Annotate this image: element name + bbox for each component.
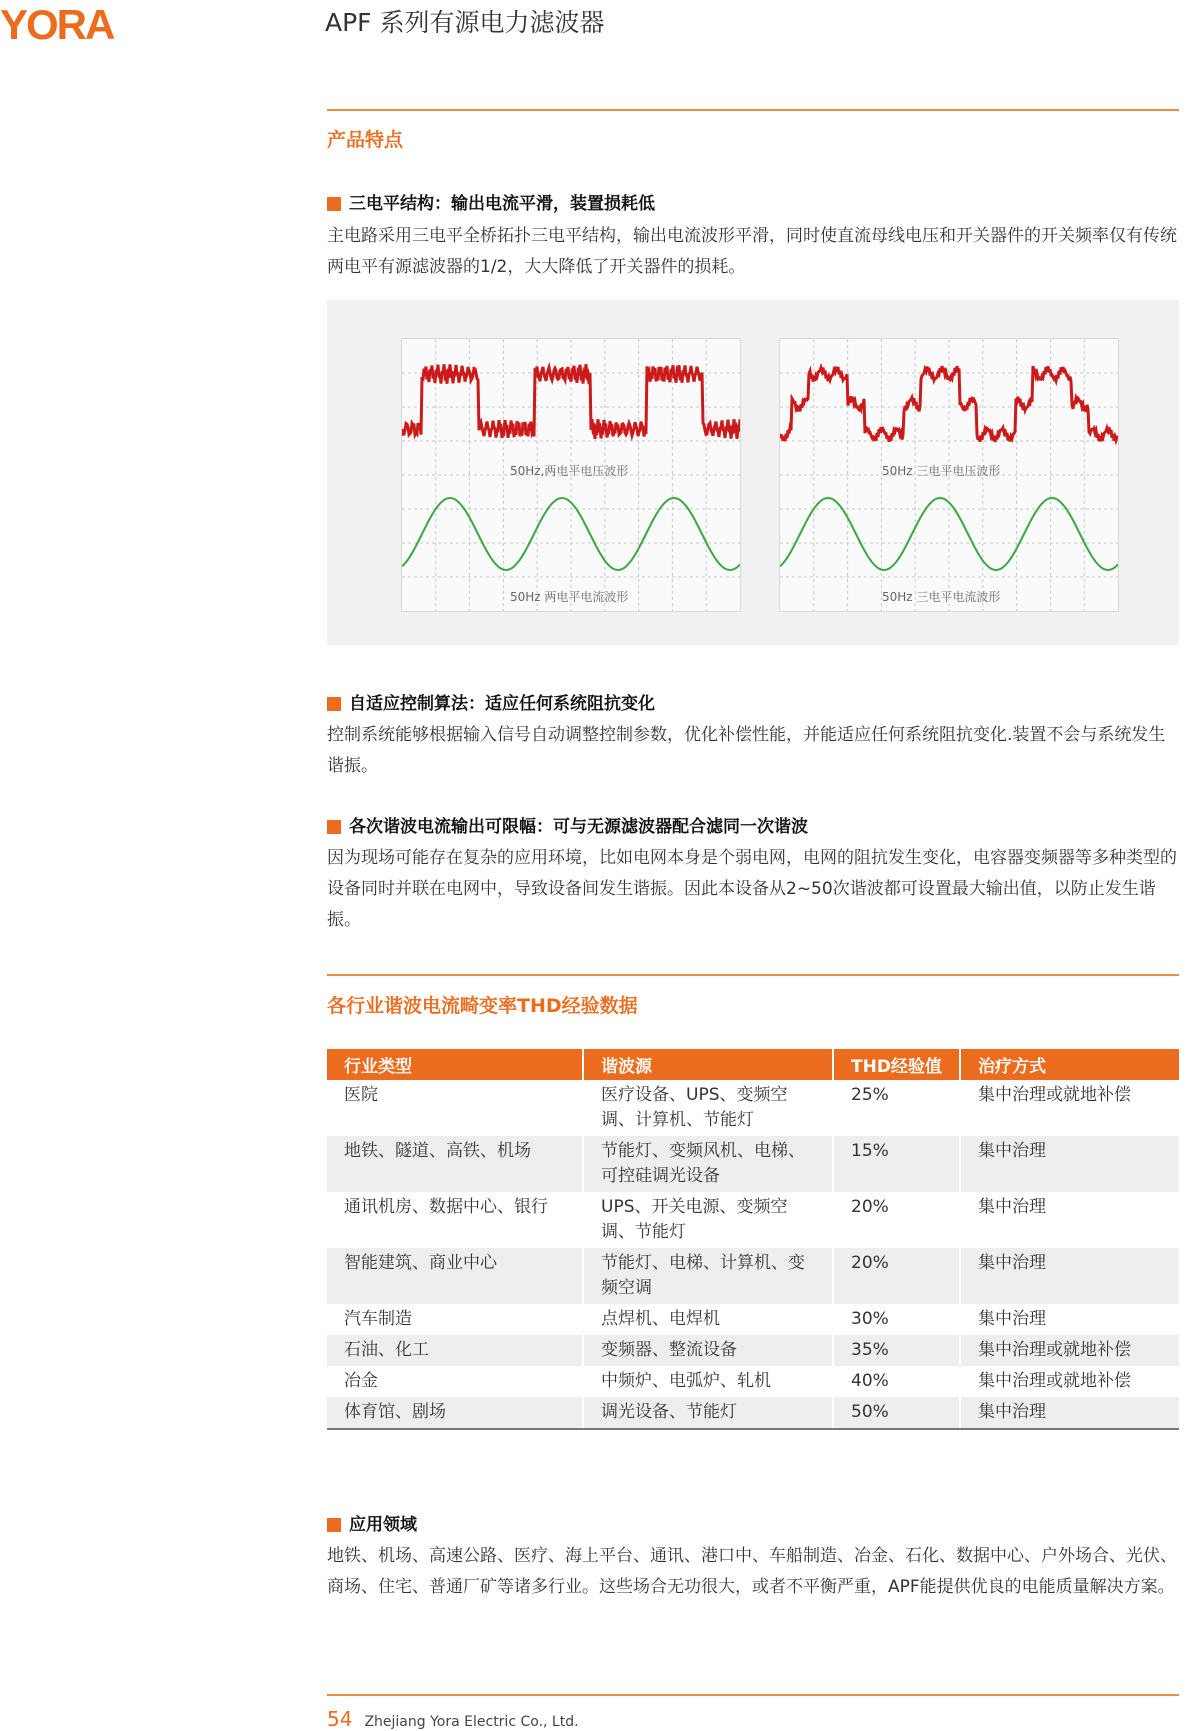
- cell-harmonic-source: 节能灯、电梯、计算机、变频空调: [583, 1248, 833, 1304]
- cell-thd-value: 35%: [833, 1335, 960, 1366]
- cell-industry: 石油、化工: [327, 1335, 583, 1366]
- cell-thd-value: 50%: [833, 1397, 960, 1429]
- feature-body-three-level: 主电路采用三电平全桥拓扑三电平结构，输出电流波形平滑，同时使直流母线电压和开关器件的开关频率仅有传统两电平有源滤波器的1/2，大大降低了开关器件的损耗。: [327, 226, 1177, 277]
- cell-industry: 体育馆、剧场: [327, 1397, 583, 1429]
- cell-harmonic-source: 节能灯、变频风机、电梯、可控硅调光设备: [583, 1136, 833, 1192]
- applications-title: 应用领域: [349, 1515, 417, 1535]
- orange-square-bullet: [327, 820, 341, 834]
- feature-heading-three-level: [327, 192, 655, 216]
- document-title: APF 系列有源电力滤波器: [325, 8, 605, 37]
- cell-industry: 通讯机房、数据中心、银行: [327, 1192, 583, 1248]
- cell-thd-value: 40%: [833, 1366, 960, 1397]
- cell-thd-value: 15%: [833, 1136, 960, 1192]
- table-row: [327, 1397, 1179, 1429]
- three-level-oscilloscope-panel: [779, 338, 1119, 612]
- company-name: Zhejiang Yora Electric Co., Ltd.: [364, 1714, 579, 1730]
- page-number: 54: [327, 1707, 353, 1731]
- applications-body: 地铁、机场、高速公路、医疗、海上平台、通讯、港口中、车船制造、冶金、石化、数据中心、户外场合、光伏、商场、住宅、普通厂矿等诸多行业。这些场合无功很大，或者不平衡严重，APF能提供优良的电能质量解决方案。: [327, 1546, 1177, 1597]
- cell-thd-value: 20%: [833, 1248, 960, 1304]
- two-level-voltage-label: 50Hz,两电平电压波形: [510, 464, 629, 478]
- three-level-current-label: 50Hz 三电平电流波形: [882, 590, 1001, 604]
- cell-treatment: 集中治理: [960, 1136, 1179, 1192]
- feature-title: 自适应控制算法：适应任何系统阻抗变化: [349, 694, 655, 714]
- table-row: [327, 1335, 1179, 1366]
- cell-industry: 冶金: [327, 1366, 583, 1397]
- features-section-title: 产品特点: [327, 129, 404, 151]
- orange-square-bullet: [327, 697, 341, 711]
- cell-thd-value: 25%: [833, 1080, 960, 1136]
- three-level-waveform-svg: [780, 339, 1118, 611]
- cell-industry: 智能建筑、商业中心: [327, 1248, 583, 1304]
- feature-body-adaptive: 控制系统能够根据输入信号自动调整控制参数，优化补偿性能，并能适应任何系统阻抗变化.装置不会与系统发生谐振。: [327, 725, 1166, 776]
- feature-heading-harmonic-limit: [327, 815, 808, 839]
- column-header-treatment: 治疗方式: [960, 1049, 1179, 1080]
- cell-harmonic-source: UPS、开关电源、变频空调、节能灯: [583, 1192, 833, 1248]
- cell-thd-value: 30%: [833, 1304, 960, 1335]
- orange-square-bullet: [327, 197, 341, 211]
- cell-thd-value: 20%: [833, 1192, 960, 1248]
- two-level-waveform-svg: [402, 339, 740, 611]
- cell-harmonic-source: 点焊机、电焊机: [583, 1304, 833, 1335]
- three-level-voltage-label: 50Hz 三电平电压波形: [882, 464, 1001, 478]
- table-row: [327, 1366, 1179, 1397]
- cell-harmonic-source: 调光设备、节能灯: [583, 1397, 833, 1429]
- cell-harmonic-source: 医疗设备、UPS、变频空调、计算机、节能灯: [583, 1080, 833, 1136]
- cell-treatment: 集中治理: [978, 1309, 1046, 1329]
- cell-industry: 医院: [327, 1080, 583, 1136]
- section-divider: [327, 974, 1179, 976]
- feature-heading-adaptive: [327, 692, 655, 716]
- thd-data-table: [327, 1049, 1179, 1430]
- thd-section-title: 各行业谐波电流畸变率THD经验数据: [327, 995, 638, 1017]
- table-row: [327, 1248, 1179, 1304]
- table-row: [327, 1080, 1179, 1136]
- cell-treatment: 集中治理: [978, 1197, 1046, 1217]
- table-row: [327, 1136, 1179, 1192]
- cell-industry: 地铁、隧道、高铁、机场: [327, 1136, 583, 1192]
- cell-treatment: 集中治理或就地补偿: [960, 1335, 1179, 1366]
- feature-body-harmonic-limit: 因为现场可能存在复杂的应用环境，比如电网本身是个弱电网，电网的阻抗发生变化，电容器变频器等多种类型的设备同时并联在电网中，导致设备间发生谐振。因此本设备从2~50次谐波都可设置最大输出值，以防止发生谐振。: [327, 848, 1177, 930]
- cell-treatment: 集中治理: [960, 1248, 1179, 1304]
- cell-industry: 汽车制造: [327, 1304, 583, 1335]
- table-row: [327, 1192, 1179, 1248]
- cell-harmonic-source: 中频炉、电弧炉、轧机: [583, 1366, 833, 1397]
- applications-heading: [327, 1513, 417, 1537]
- yora-logo: YORA: [0, 1, 114, 48]
- cell-treatment: 集中治理或就地补偿: [978, 1371, 1131, 1391]
- column-header-thd-value: THD经验值: [833, 1049, 960, 1080]
- cell-treatment: 集中治理或就地补偿: [978, 1085, 1131, 1105]
- column-header-industry: 行业类型: [327, 1049, 583, 1080]
- waveform-comparison-figure: [327, 300, 1179, 645]
- cell-harmonic-source: 变频器、整流设备: [583, 1335, 833, 1366]
- table-header-row: [327, 1049, 1179, 1080]
- page-footer: [327, 1707, 579, 1731]
- column-header-harmonic-source: 谐波源: [583, 1049, 833, 1080]
- two-level-oscilloscope-panel: [401, 338, 741, 612]
- feature-title: 三电平结构：输出电流平滑，装置损耗低: [349, 194, 655, 214]
- orange-square-bullet: [327, 1518, 341, 1532]
- table-row: [327, 1304, 1179, 1335]
- cell-treatment: 集中治理: [960, 1397, 1179, 1429]
- section-divider: [327, 109, 1179, 111]
- two-level-current-label: 50Hz 两电平电流波形: [510, 590, 629, 604]
- footer-divider: [327, 1694, 1179, 1696]
- feature-title: 各次谐波电流输出可限幅：可与无源滤波器配合滤同一次谐波: [349, 817, 808, 837]
